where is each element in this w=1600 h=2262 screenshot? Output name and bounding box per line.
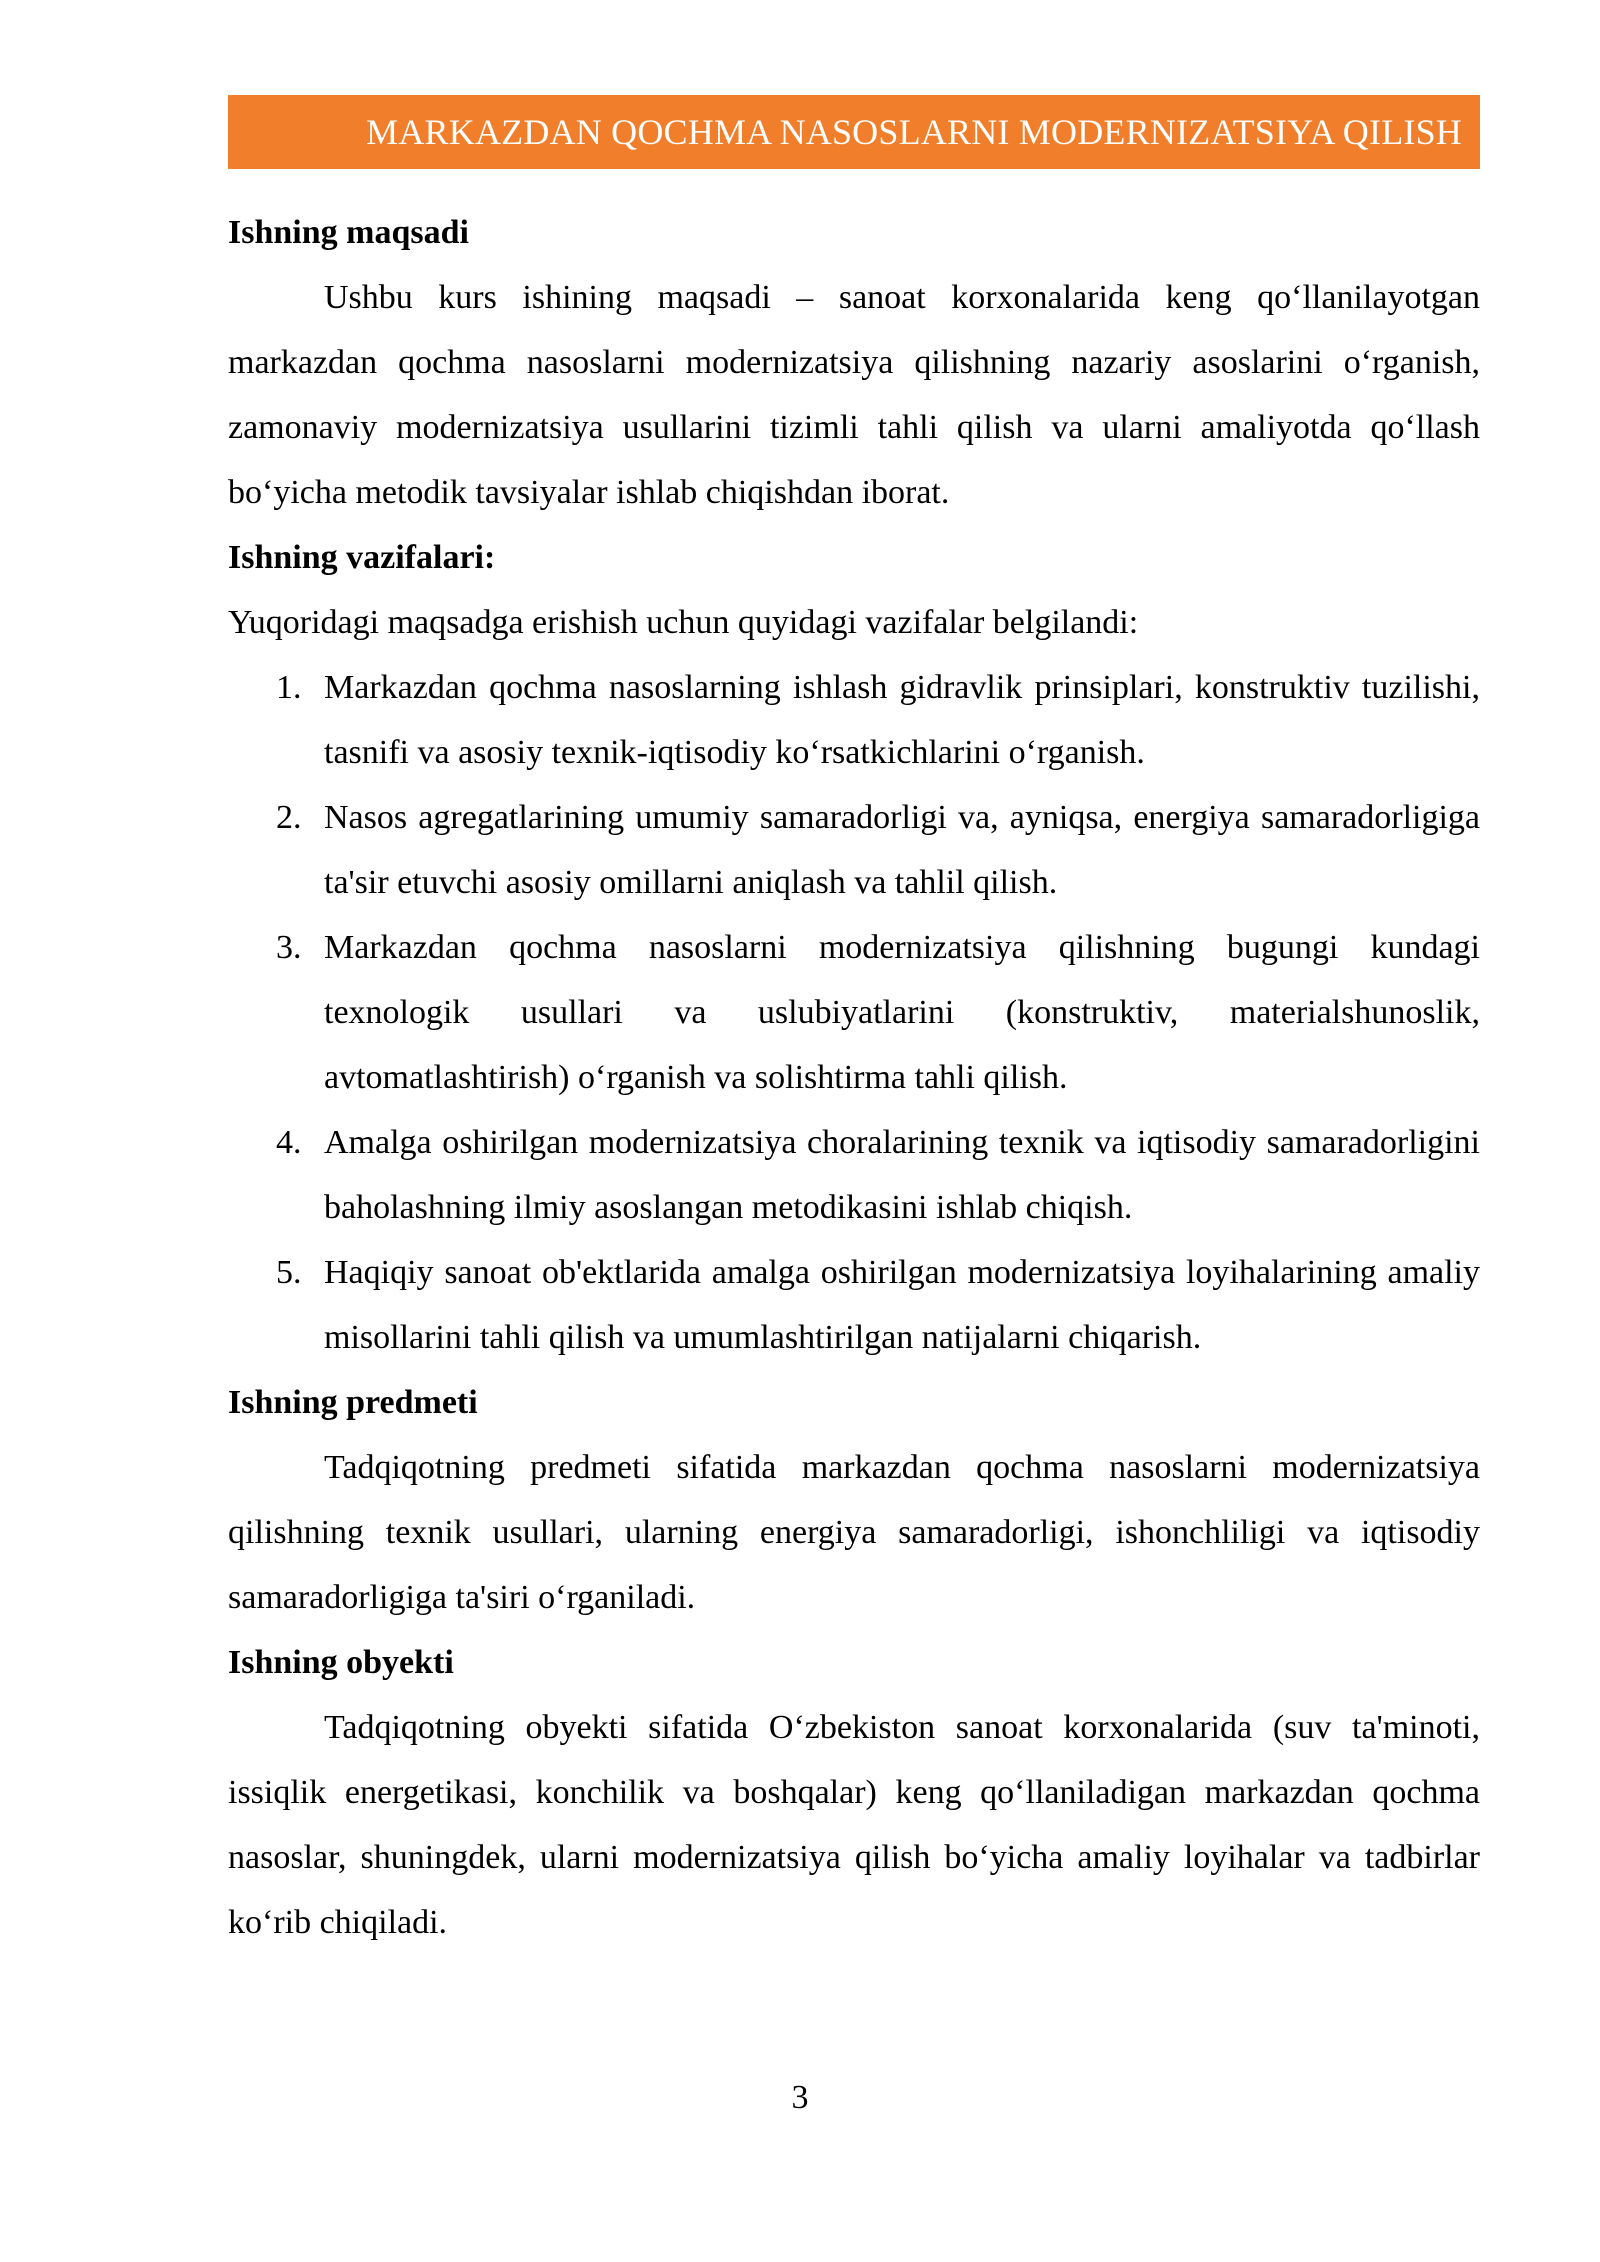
list-item-text: Markazdan qochma nasoslarni modernizatsiya qilishning bugungi kundagi texnologik usullari va uslubiyatlarini (konstruktiv, materialshunoslik, avtomatlashtirish) o‘rganish va solishtirma tahli qilish.	[324, 929, 1480, 1096]
list-item-text: Haqiqiy sanoat ob'ektlarida amalga oshirilgan modernizatsiya loyihalarining amaliy misollarini tahli qilish va umumlashtirilgan natijalarni chiqarish.	[324, 1254, 1480, 1356]
list-item-number: 2.	[276, 799, 302, 836]
list-item	[228, 785, 1480, 915]
section-heading-maqsad: Ishning maqsadi	[228, 214, 469, 251]
list-item	[228, 655, 1480, 785]
header-band	[228, 95, 1480, 169]
list-item-number: 5.	[276, 1254, 302, 1291]
list-item-number: 1.	[276, 669, 302, 706]
list-item	[228, 1240, 1480, 1370]
vazifalar-intro: Yuqoridagi maqsadga erishish uchun quyidagi vazifalar belgilandi:	[228, 604, 1139, 641]
list-item-number: 4.	[276, 1124, 302, 1161]
vazifalar-list	[228, 655, 1480, 1370]
section-heading-predmet: Ishning predmeti	[228, 1384, 478, 1421]
page-number: 3	[791, 2079, 809, 2116]
document-body	[228, 200, 1480, 1955]
section-paragraph-maqsad: Ushbu kurs ishining maqsadi – sanoat korxonalarida keng qo‘llanilayotgan markazdan qochma nasoslarni modernizatsiya qilishning nazariy asoslarini o‘rganish, zamonaviy modernizatsiya usullarini tizimli tahli qilish va ularni amaliyotda qo‘llash bo‘yicha metodik tavsiyalar ishlab chiqishdan iborat.	[228, 279, 1480, 511]
list-item	[228, 1110, 1480, 1240]
list-item-text: Amalga oshirilgan modernizatsiya choralarining texnik va iqtisodiy samaradorligini baholashning ilmiy asoslangan metodikasini ishlab chiqish.	[324, 1124, 1480, 1226]
section-paragraph-predmet: Tadqiqotning predmeti sifatida markazdan qochma nasoslarni modernizatsiya qilishning texnik usullari, ularning energiya samaradorligi, ishonchliligi va iqtisodiy samaradorligiga ta'siri o‘rganiladi.	[228, 1449, 1480, 1616]
list-item-number: 3.	[276, 929, 302, 966]
list-item-text: Nasos agregatlarining umumiy samaradorligi va, ayniqsa, energiya samaradorligiga ta'sir etuvchi asosiy omillarni aniqlash va tahlil qilish.	[324, 799, 1480, 901]
section-heading-obyekt: Ishning obyekti	[228, 1644, 454, 1681]
page-header-title: MARKAZDAN QOCHMA NASOSLARNI MODERNIZATSIYA QILISH	[366, 112, 1462, 152]
section-heading-vazifalar: Ishning vazifalari:	[228, 539, 496, 576]
list-item	[228, 915, 1480, 1110]
list-item-text: Markazdan qochma nasoslarning ishlash gidravlik prinsiplari, konstruktiv tuzilishi, tasnifi va asosiy texnik-iqtisodiy ko‘rsatkichlarini o‘rganish.	[324, 669, 1480, 771]
section-paragraph-obyekt: Tadqiqotning obyekti sifatida O‘zbekiston sanoat korxonalarida (suv ta'minoti, issiqlik energetikasi, konchilik va boshqalar) keng qo‘llaniladigan markazdan qochma nasoslar, shuningdek, ularni modernizatsiya qilish bo‘yicha amaliy loyihalar va tadbirlar ko‘rib chiqiladi.	[228, 1709, 1480, 1941]
